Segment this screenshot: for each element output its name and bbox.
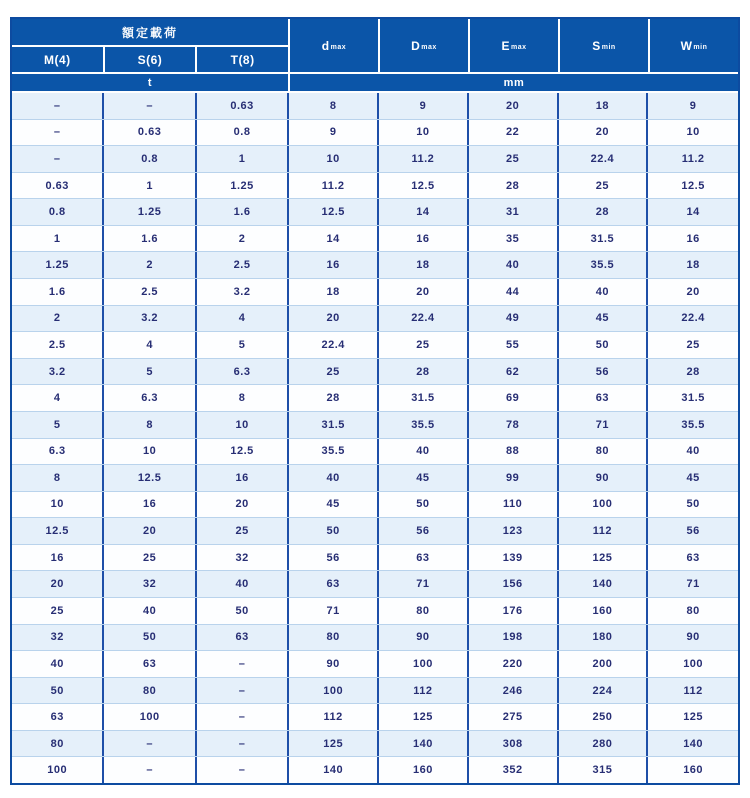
table-cell: 12.5 — [104, 465, 196, 491]
table-cell: 31.5 — [379, 385, 469, 411]
table-cell: 1.25 — [197, 173, 289, 199]
table-cell: 50 — [559, 332, 649, 358]
table-cell: 80 — [379, 598, 469, 624]
table-cell: 71 — [559, 412, 649, 438]
table-cell: 80 — [686, 604, 700, 617]
header-D-max-sub: max — [421, 44, 437, 51]
table-cell: 10 — [686, 126, 700, 139]
table-cell: 2.5 — [104, 279, 196, 305]
table-cell: 112 — [559, 518, 649, 544]
table-cell: 125 — [559, 545, 649, 571]
table-row — [12, 385, 738, 412]
table-cell: 3.2 — [197, 279, 289, 305]
table-cell: 78 — [469, 412, 559, 438]
table-cell: 16 — [197, 465, 289, 491]
table-cell: 160 — [559, 598, 649, 624]
table-cell: – — [104, 731, 196, 757]
table-cell: 25 — [379, 332, 469, 358]
table-cell: 220 — [469, 651, 559, 677]
table-row — [12, 252, 738, 279]
table-cell: 8 — [289, 93, 379, 119]
table-cell: 22.4 — [379, 306, 469, 332]
table-cell: 28 — [469, 173, 559, 199]
table-cell: 0.8 — [12, 199, 104, 225]
table-cell: 1.25 — [12, 252, 104, 278]
table-cell: – — [12, 93, 104, 119]
table-cell: 4 — [104, 332, 196, 358]
table-cell: 0.63 — [197, 93, 289, 119]
table-cell: 110 — [469, 492, 559, 518]
table-cell: 16 — [12, 545, 104, 571]
table-cell: 80 — [559, 439, 649, 465]
table-cell: 20 — [379, 279, 469, 305]
table-cell: 112 — [683, 684, 703, 697]
table-row — [12, 93, 738, 120]
header-t8: T(8) — [197, 47, 288, 72]
table-row — [12, 226, 738, 253]
table-cell: 20 — [686, 285, 700, 298]
table-cell: 40 — [104, 598, 196, 624]
table-cell: 10 — [289, 146, 379, 172]
table-cell: 11.2 — [379, 146, 469, 172]
table-cell: 140 — [559, 571, 649, 597]
table-cell: 71 — [289, 598, 379, 624]
table-cell: 25 — [559, 173, 649, 199]
table-cell: 50 — [289, 518, 379, 544]
header-E-max — [470, 19, 558, 72]
table-cell: 100 — [559, 492, 649, 518]
table-cell: 25 — [469, 146, 559, 172]
table-cell: 10 — [379, 120, 469, 146]
table-cell: 16 — [379, 226, 469, 252]
table-cell: 4 — [12, 385, 104, 411]
table-cell: 63 — [12, 704, 104, 730]
table-cell: 5 — [197, 332, 289, 358]
table-cell: 90 — [559, 465, 649, 491]
table-cell: 50 — [197, 598, 289, 624]
table-row — [12, 545, 738, 572]
table-cell: 140 — [683, 737, 704, 750]
table-cell: 71 — [686, 578, 700, 591]
table-cell: 2 — [104, 252, 196, 278]
table-cell: 56 — [379, 518, 469, 544]
table-row — [12, 704, 738, 731]
table-cell: 20 — [559, 120, 649, 146]
table-cell: 12.5 — [12, 518, 104, 544]
table-cell: 32 — [12, 625, 104, 651]
table-row — [12, 757, 738, 783]
table-row — [12, 412, 738, 439]
table-cell: 20 — [469, 93, 559, 119]
table-cell: 35 — [469, 226, 559, 252]
table-cell: 50 — [686, 498, 700, 511]
table-cell: 125 — [379, 704, 469, 730]
table-cell: 1 — [197, 146, 289, 172]
table-cell: 45 — [559, 306, 649, 332]
table-cell: 35.5 — [289, 439, 379, 465]
table-cell: 0.8 — [104, 146, 196, 172]
table-cell: 2.5 — [12, 332, 104, 358]
table-cell: 9 — [289, 120, 379, 146]
table-cell: 10 — [197, 412, 289, 438]
table-cell: 10 — [12, 492, 104, 518]
table-cell: – — [197, 704, 289, 730]
table-cell: 63 — [686, 551, 700, 564]
table-row — [12, 678, 738, 705]
table-cell: 250 — [559, 704, 649, 730]
table-cell: 3.2 — [12, 359, 104, 385]
table-cell: 18 — [289, 279, 379, 305]
table-cell: 56 — [289, 545, 379, 571]
table-cell: 25 — [104, 545, 196, 571]
table-cell: 35.5 — [379, 412, 469, 438]
table-cell: 246 — [469, 678, 559, 704]
table-cell: – — [12, 120, 104, 146]
table-cell: 45 — [686, 471, 700, 484]
table-cell: 112 — [379, 678, 469, 704]
table-cell: 71 — [379, 571, 469, 597]
header-s6: S(6) — [105, 47, 196, 72]
table-cell: 40 — [559, 279, 649, 305]
table-cell: 100 — [12, 757, 104, 783]
table-row — [12, 625, 738, 652]
table-cell: 224 — [559, 678, 649, 704]
table-cell: 44 — [469, 279, 559, 305]
table-cell: 140 — [379, 731, 469, 757]
header-m4: M(4) — [12, 47, 103, 72]
table-cell: 139 — [469, 545, 559, 571]
table-cell: 1 — [104, 173, 196, 199]
table-cell: 100 — [683, 657, 704, 670]
table-cell: 16 — [104, 492, 196, 518]
table-cell: 6.3 — [197, 359, 289, 385]
header-W-min — [650, 19, 738, 72]
table-cell: 32 — [104, 571, 196, 597]
table-cell: 100 — [379, 651, 469, 677]
header-W-min-base: W — [680, 38, 693, 53]
table-cell: 16 — [686, 232, 700, 245]
table-cell: 3.2 — [104, 306, 196, 332]
table-cell: 0.63 — [12, 173, 104, 199]
table-cell: – — [197, 651, 289, 677]
table-cell: 125 — [683, 711, 704, 724]
table-cell: 200 — [559, 651, 649, 677]
table-cell: 35.5 — [681, 418, 705, 431]
table-cell: 99 — [469, 465, 559, 491]
table-cell: 125 — [289, 731, 379, 757]
table-cell: 16 — [289, 252, 379, 278]
table-cell: 18 — [686, 259, 700, 272]
table-cell: 308 — [469, 731, 559, 757]
table-row — [12, 731, 738, 758]
table-cell: 12.5 — [289, 199, 379, 225]
header-unit-mm: mm — [290, 74, 738, 91]
table-cell: 123 — [469, 518, 559, 544]
table-cell: 45 — [379, 465, 469, 491]
table-cell: 1.6 — [104, 226, 196, 252]
header-D-max — [380, 19, 468, 72]
table-row — [12, 465, 738, 492]
table-cell: 40 — [12, 651, 104, 677]
table-cell: 25 — [686, 338, 700, 351]
table-cell: 31.5 — [681, 392, 705, 405]
table-cell: 22 — [469, 120, 559, 146]
table-cell: 5 — [104, 359, 196, 385]
table-cell: 18 — [559, 93, 649, 119]
table-cell: 80 — [289, 625, 379, 651]
table-cell: 2 — [197, 226, 289, 252]
table-cell: 69 — [469, 385, 559, 411]
table-cell: 180 — [559, 625, 649, 651]
header-d-max — [290, 19, 378, 72]
table-cell: 22.4 — [559, 146, 649, 172]
table-cell: 140 — [289, 757, 379, 783]
table-cell: – — [197, 731, 289, 757]
header-rated-load: 額定載荷 — [12, 19, 288, 45]
table-cell: 2.5 — [197, 252, 289, 278]
table-row — [12, 120, 738, 147]
table-cell: 20 — [12, 571, 104, 597]
table-cell: 11.2 — [681, 152, 705, 165]
table-row — [12, 332, 738, 359]
table-row — [12, 306, 738, 333]
table-cell: 12.5 — [681, 179, 705, 192]
table-cell: 275 — [469, 704, 559, 730]
table-cell: 50 — [104, 625, 196, 651]
table-cell: 90 — [289, 651, 379, 677]
table-cell: 22.4 — [289, 332, 379, 358]
table-cell: 63 — [197, 625, 289, 651]
table-cell: 9 — [689, 99, 697, 112]
table-cell: 31 — [469, 199, 559, 225]
table-cell: 56 — [686, 525, 700, 538]
table-row — [12, 199, 738, 226]
table-cell: – — [104, 757, 196, 783]
table-cell: 0.8 — [197, 120, 289, 146]
table-cell: 62 — [469, 359, 559, 385]
table-cell: 45 — [289, 492, 379, 518]
table-row — [12, 173, 738, 200]
table-row — [12, 571, 738, 598]
table-cell: 14 — [686, 206, 700, 219]
table-cell: 18 — [379, 252, 469, 278]
table-cell: 160 — [683, 764, 704, 777]
table-cell: 63 — [559, 385, 649, 411]
table-cell: 32 — [197, 545, 289, 571]
table-cell: 31.5 — [559, 226, 649, 252]
header-W-min-sub: min — [693, 44, 708, 51]
table-cell: 40 — [686, 445, 700, 458]
header-d-max-sub: max — [330, 44, 347, 51]
table-cell: 63 — [379, 545, 469, 571]
table-cell: 11.2 — [289, 173, 379, 199]
table-cell: 8 — [12, 465, 104, 491]
table-cell: 6.3 — [12, 439, 104, 465]
table-cell: – — [12, 146, 104, 172]
table-cell: 1.6 — [197, 199, 289, 225]
table-cell: 80 — [104, 678, 196, 704]
table-header — [12, 19, 738, 91]
table-cell: 25 — [289, 359, 379, 385]
table-cell: 50 — [379, 492, 469, 518]
table-cell: 28 — [559, 199, 649, 225]
table-cell: 40 — [289, 465, 379, 491]
table-cell: 40 — [197, 571, 289, 597]
table-cell: 6.3 — [104, 385, 196, 411]
table-cell: 55 — [469, 332, 559, 358]
table-row — [12, 598, 738, 625]
table-cell: 40 — [469, 252, 559, 278]
table-cell: – — [197, 678, 289, 704]
table-cell: 1.6 — [12, 279, 104, 305]
table-cell: 160 — [379, 757, 469, 783]
table-cell: 31.5 — [289, 412, 379, 438]
table-cell: 56 — [559, 359, 649, 385]
table-cell: 50 — [12, 678, 104, 704]
header-unit-t: t — [12, 74, 288, 91]
table-cell: 12.5 — [379, 173, 469, 199]
table-cell: 1 — [12, 226, 104, 252]
table-cell: 35.5 — [559, 252, 649, 278]
header-E-max-base: E — [501, 38, 510, 53]
table-cell: 156 — [469, 571, 559, 597]
table-cell: 14 — [289, 226, 379, 252]
table-cell: 315 — [559, 757, 649, 783]
table-cell: 63 — [104, 651, 196, 677]
table-row — [12, 359, 738, 386]
table-row — [12, 518, 738, 545]
table-cell: 100 — [104, 704, 196, 730]
table-cell: 12.5 — [197, 439, 289, 465]
table-cell: 90 — [379, 625, 469, 651]
table-row — [12, 651, 738, 678]
table-cell: 80 — [12, 731, 104, 757]
table-cell: 10 — [104, 439, 196, 465]
table-cell: 28 — [379, 359, 469, 385]
table-row — [12, 279, 738, 306]
table-cell: 20 — [289, 306, 379, 332]
table-cell: 2 — [12, 306, 104, 332]
header-E-max-sub: max — [510, 44, 527, 51]
table-cell: 22.4 — [681, 312, 705, 325]
table-row — [12, 439, 738, 466]
table-cell: 280 — [559, 731, 649, 757]
table-cell: 90 — [686, 631, 700, 644]
table-cell: 14 — [379, 199, 469, 225]
table-cell: 40 — [379, 439, 469, 465]
table-cell: 9 — [379, 93, 469, 119]
table-cell: 28 — [686, 365, 700, 378]
table-row — [12, 492, 738, 519]
table-cell: 28 — [289, 385, 379, 411]
table-cell: 25 — [12, 598, 104, 624]
header-S-min-base: S — [592, 38, 601, 53]
table-cell: 20 — [104, 518, 196, 544]
table-cell: 88 — [469, 439, 559, 465]
table-cell: 100 — [289, 678, 379, 704]
table-cell: – — [104, 93, 196, 119]
table-cell: 0.63 — [104, 120, 196, 146]
table-cell: 352 — [469, 757, 559, 783]
table-cell: 8 — [197, 385, 289, 411]
table-cell: 8 — [104, 412, 196, 438]
table-cell: – — [197, 757, 289, 783]
table-cell: 25 — [197, 518, 289, 544]
header-D-max-base: D — [411, 38, 421, 53]
header-d-max-base: d — [321, 38, 330, 53]
table-cell: 20 — [197, 492, 289, 518]
table-cell: 198 — [469, 625, 559, 651]
table-cell: 176 — [469, 598, 559, 624]
table-cell: 4 — [197, 306, 289, 332]
table-row — [12, 146, 738, 173]
header-S-min — [560, 19, 648, 72]
table-cell: 112 — [289, 704, 379, 730]
table-cell: 5 — [12, 412, 104, 438]
table-cell: 49 — [469, 306, 559, 332]
table-cell: 63 — [289, 571, 379, 597]
header-S-min-sub: min — [601, 44, 616, 51]
rated-load-dimension-table — [10, 17, 740, 785]
table-body — [12, 93, 738, 783]
table-cell: 1.25 — [104, 199, 196, 225]
